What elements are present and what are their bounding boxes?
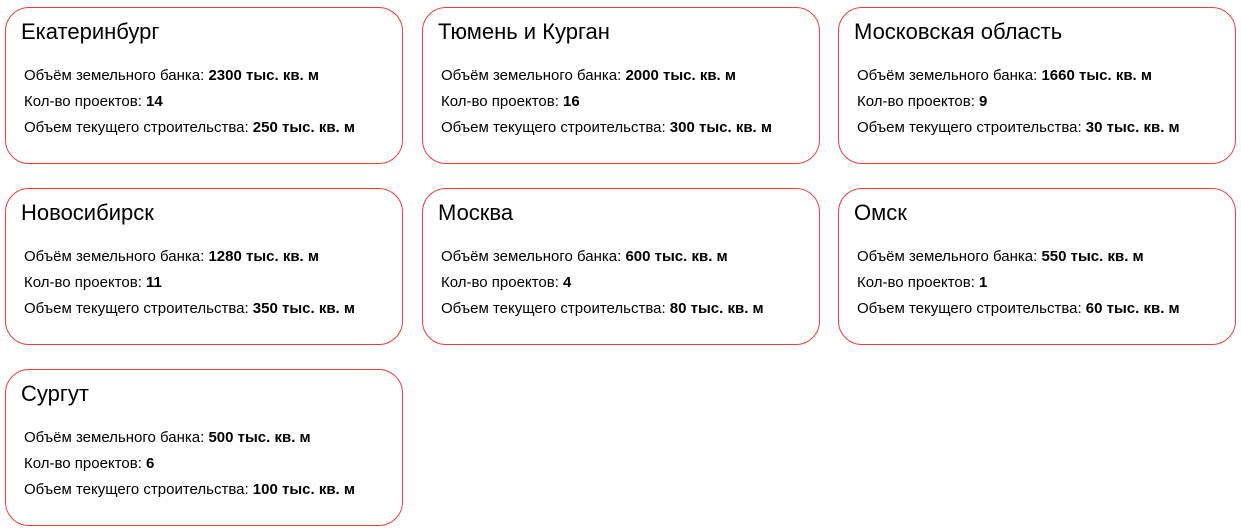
land-bank-value: 550 тыс. кв. м bbox=[1041, 248, 1144, 265]
projects-value: 16 bbox=[563, 93, 580, 110]
region-stats bbox=[441, 63, 819, 141]
region-card-omsk bbox=[838, 188, 1236, 345]
construction-value: 300 тыс. кв. м bbox=[669, 119, 772, 136]
region-card-moscow bbox=[422, 188, 820, 345]
construction-value: 60 тыс. кв. м bbox=[1085, 300, 1180, 317]
region-title: Омск bbox=[854, 200, 907, 225]
projects-label: Кол-во проектов: bbox=[857, 93, 980, 110]
region-stats bbox=[24, 63, 402, 141]
land-bank-label: Объём земельного банка: bbox=[24, 248, 209, 265]
region-card-ekaterinburg bbox=[5, 7, 403, 164]
projects-value: 6 bbox=[146, 455, 155, 472]
region-stats bbox=[24, 244, 402, 322]
land-bank-value: 2000 тыс. кв. м bbox=[625, 67, 736, 84]
land-bank-value: 1280 тыс. кв. м bbox=[208, 248, 319, 265]
region-title: Московская область bbox=[854, 19, 1063, 44]
region-card-novosibirsk bbox=[5, 188, 403, 345]
region-card-moscow-oblast bbox=[838, 7, 1236, 164]
construction-label: Объем текущего строительства: bbox=[441, 300, 670, 317]
projects-label: Кол-во проектов: bbox=[24, 274, 147, 291]
region-stats bbox=[441, 244, 819, 322]
region-title: Сургут bbox=[21, 381, 89, 406]
land-bank-row bbox=[24, 244, 402, 270]
land-bank-label: Объём земельного банка: bbox=[441, 67, 626, 84]
projects-value: 9 bbox=[979, 93, 988, 110]
region-title: Тюмень и Курган bbox=[438, 19, 610, 44]
construction-value: 350 тыс. кв. м bbox=[252, 300, 355, 317]
land-bank-label: Объём земельного банка: bbox=[24, 67, 209, 84]
construction-label: Объем текущего строительства: bbox=[857, 119, 1086, 136]
region-card-surgut bbox=[5, 369, 403, 526]
region-title: Москва bbox=[438, 200, 514, 225]
construction-row bbox=[441, 115, 819, 141]
region-stats bbox=[24, 425, 402, 503]
land-bank-label: Объём земельного банка: bbox=[857, 248, 1042, 265]
region-stats bbox=[857, 244, 1235, 322]
region-card-tyumen-kurgan bbox=[422, 7, 820, 164]
projects-label: Кол-во проектов: bbox=[441, 93, 564, 110]
construction-row bbox=[24, 115, 402, 141]
land-bank-row bbox=[857, 244, 1235, 270]
region-title: Екатеринбург bbox=[21, 19, 160, 44]
land-bank-value: 2300 тыс. кв. м bbox=[208, 67, 319, 84]
land-bank-value: 1660 тыс. кв. м bbox=[1041, 67, 1152, 84]
construction-value: 80 тыс. кв. м bbox=[669, 300, 764, 317]
land-bank-label: Объём земельного банка: bbox=[441, 248, 626, 265]
construction-row bbox=[857, 115, 1235, 141]
construction-row bbox=[24, 477, 402, 503]
projects-label: Кол-во проектов: bbox=[441, 274, 564, 291]
construction-value: 250 тыс. кв. м bbox=[252, 119, 355, 136]
land-bank-row bbox=[857, 63, 1235, 89]
land-bank-value: 500 тыс. кв. м bbox=[208, 429, 311, 446]
projects-label: Кол-во проектов: bbox=[24, 455, 147, 472]
region-stats bbox=[857, 63, 1235, 141]
projects-row bbox=[441, 89, 819, 115]
land-bank-label: Объём земельного банка: bbox=[857, 67, 1042, 84]
land-bank-row bbox=[441, 63, 819, 89]
land-bank-label: Объём земельного банка: bbox=[24, 429, 209, 446]
construction-row bbox=[441, 296, 819, 322]
projects-row bbox=[24, 451, 402, 477]
projects-row bbox=[857, 89, 1235, 115]
projects-label: Кол-во проектов: bbox=[24, 93, 147, 110]
region-title: Новосибирск bbox=[21, 200, 154, 225]
construction-value: 100 тыс. кв. м bbox=[252, 481, 355, 498]
construction-row bbox=[24, 296, 402, 322]
land-bank-row bbox=[441, 244, 819, 270]
projects-row bbox=[24, 270, 402, 296]
construction-label: Объем текущего строительства: bbox=[24, 119, 253, 136]
projects-value: 11 bbox=[146, 274, 162, 291]
land-bank-row bbox=[24, 63, 402, 89]
construction-label: Объем текущего строительства: bbox=[24, 481, 253, 498]
land-bank-row bbox=[24, 425, 402, 451]
construction-label: Объем текущего строительства: bbox=[441, 119, 670, 136]
projects-row bbox=[857, 270, 1235, 296]
projects-label: Кол-во проектов: bbox=[857, 274, 980, 291]
land-bank-value: 600 тыс. кв. м bbox=[625, 248, 728, 265]
construction-label: Объем текущего строительства: bbox=[24, 300, 253, 317]
projects-value: 14 bbox=[146, 93, 163, 110]
projects-row bbox=[441, 270, 819, 296]
construction-label: Объем текущего строительства: bbox=[857, 300, 1086, 317]
construction-value: 30 тыс. кв. м bbox=[1085, 119, 1180, 136]
projects-value: 1 bbox=[979, 274, 988, 291]
projects-row bbox=[24, 89, 402, 115]
projects-value: 4 bbox=[563, 274, 572, 291]
construction-row bbox=[857, 296, 1235, 322]
